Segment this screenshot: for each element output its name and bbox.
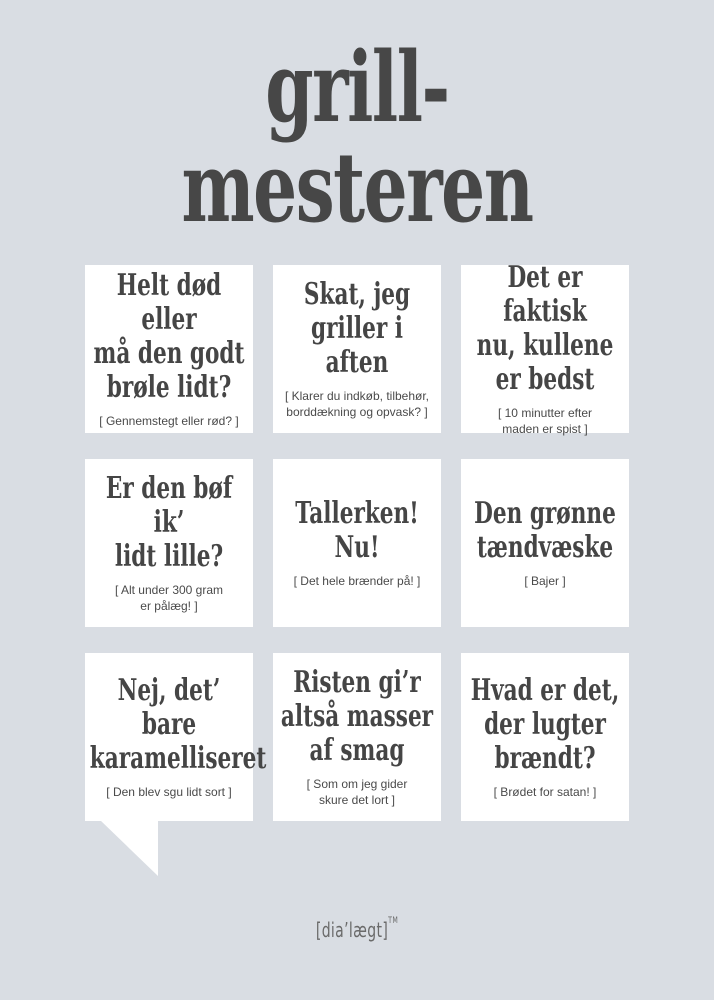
card-quote: Nej, det’ bare karamelliseret bbox=[89, 673, 267, 776]
poster-title-line1: grill- bbox=[265, 31, 449, 144]
card-quote: Tallerken! Nu! bbox=[295, 496, 419, 565]
card-1 bbox=[85, 265, 253, 433]
card-subtext: [ Som om jeg gider skure det lort ] bbox=[306, 777, 408, 807]
card-quote: Er den bøf ik’ lidt lille? bbox=[105, 471, 233, 574]
card-quote: Hvad er det, der lugter brændt? bbox=[470, 673, 620, 776]
trademark-mark: TM bbox=[388, 916, 399, 926]
card-subtext: [ Den blev sgu lidt sort ] bbox=[106, 785, 232, 799]
card-subtext: [ Alt under 300 gram er pålæg! ] bbox=[114, 583, 224, 613]
card-subtext: [ Brødet for satan! ] bbox=[493, 785, 597, 799]
brand-logo-text: [dia’lægt] bbox=[315, 918, 389, 942]
card-subtext: [ 10 minutter efter maden er spist ] bbox=[497, 406, 593, 436]
card-8 bbox=[273, 653, 441, 821]
speech-bubble-tail bbox=[100, 820, 158, 876]
card-7 bbox=[85, 653, 267, 821]
card-2 bbox=[273, 265, 441, 433]
card-subtext: [ Klarer du indkøb, tilbehør, borddækning og opvask? ] bbox=[284, 389, 430, 419]
card-quote: Risten gi’r altså masser af smag bbox=[280, 665, 434, 768]
brand-logo bbox=[107, 918, 607, 942]
card-4 bbox=[85, 459, 253, 627]
card-subtext: [ Bajer ] bbox=[524, 574, 566, 588]
poster-title-line2: mesteren bbox=[181, 131, 533, 244]
card-3 bbox=[461, 260, 629, 436]
card-subtext: [ Gennemstegt eller rød? ] bbox=[99, 414, 239, 428]
card-quote: Skat, jeg griller i aften bbox=[303, 277, 411, 380]
card-quote: Helt død eller må den godt brøle lidt? bbox=[93, 268, 245, 405]
card-subtext: [ Det hele brænder på! ] bbox=[293, 574, 421, 588]
card-6 bbox=[461, 459, 629, 627]
card-quote: Den grønne tændvæske bbox=[474, 496, 616, 565]
card-quote: Det er faktisk nu, kullene er bedst bbox=[476, 260, 614, 397]
card-5 bbox=[273, 459, 441, 627]
card-9 bbox=[461, 653, 629, 821]
